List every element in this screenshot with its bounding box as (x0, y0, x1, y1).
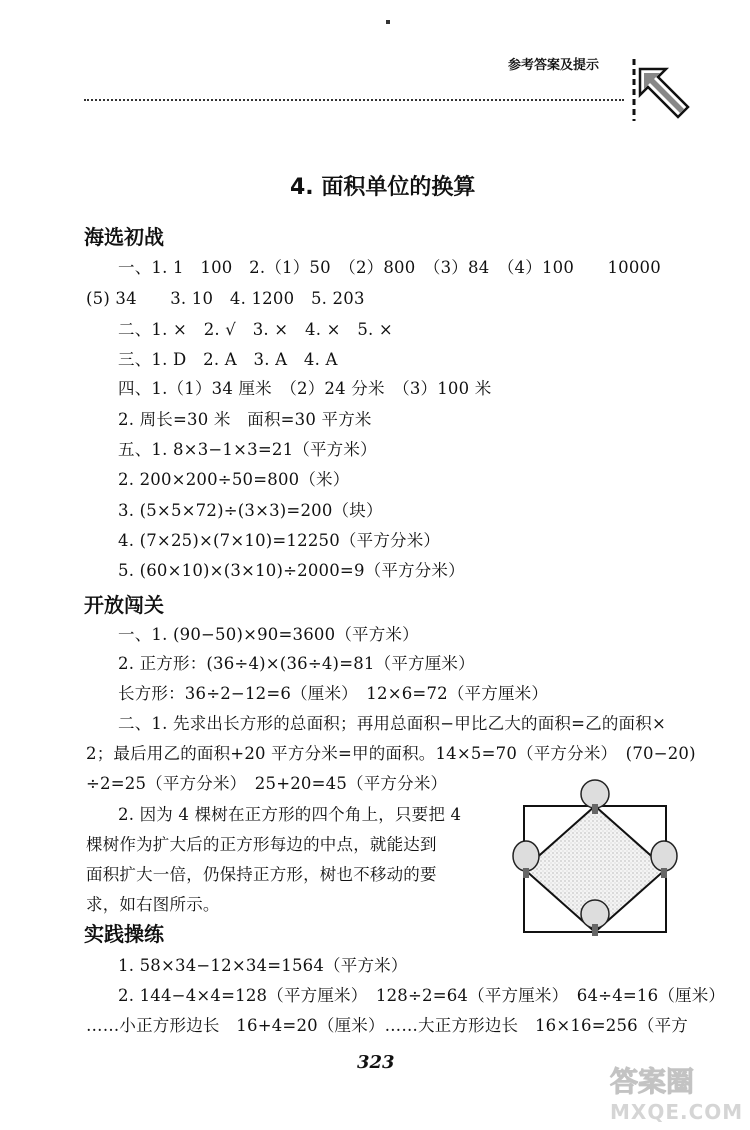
tree-icon (581, 780, 609, 814)
answer-line: 2. 200×200÷50=800（米） (118, 470, 350, 489)
header-divider (84, 99, 624, 101)
answer-line: 2. 正方形：(36÷4)×(36÷4)=81（平方厘米） (118, 654, 475, 673)
answer-line: 4. (7×25)×(7×10)=12250（平方分米） (118, 531, 441, 550)
page-header-title: 参考答案及提示 (508, 58, 600, 73)
answer-line: 求，如右图所示。 (86, 895, 220, 914)
chapter-title: 4. 面积单位的换算 (290, 175, 476, 200)
answer-line: ÷2=25（平方分米） 25+20=45（平方分米） (86, 774, 448, 793)
answer-line: 二、1. 先求出长方形的总面积；再用总面积−甲比乙大的面积=乙的面积× (118, 714, 666, 733)
tree-square-figure (512, 776, 682, 940)
answer-line: 一、1. 1 100 2.（1）50 （2）800 （3）84 （4）100 10000 (118, 258, 661, 277)
answer-line: 棵树作为扩大后的正方形每边的中点，就能达到 (86, 835, 437, 854)
answer-line: 2. 144−4×4=128（平方厘米） 128÷2=64（平方厘米） 64÷4=16（厘米） (118, 986, 726, 1005)
answer-line: 2. 周长=30 米 面积=30 平方米 (118, 410, 372, 429)
top-mark (386, 20, 390, 24)
answer-line: 四、1.（1）34 厘米 （2）24 分米 （3）100 米 (118, 379, 492, 398)
answer-line: 2；最后用乙的面积+20 平方分米=甲的面积。14×5=70（平方分米） (70−20) (86, 744, 696, 763)
answer-line: 二、1. × 2. √ 3. × 4. × 5. × (118, 320, 393, 339)
answer-line: 五、1. 8×3−1×3=21（平方米） (118, 440, 377, 459)
watermark-logo: 答案圈 MXQE.COM (610, 1065, 744, 1124)
section-heading: 海选初战 (84, 225, 164, 249)
answer-line: (5) 34 3. 10 4. 1200 5. 203 (86, 289, 365, 308)
answer-line: 2. 因为 4 棵树在正方形的四个角上，只要把 4 (118, 805, 462, 824)
answer-line: ……小正方形边长 16+4=20（厘米）……大正方形边长 16×16=256（平方 (86, 1016, 688, 1035)
tree-icon (581, 900, 609, 936)
section-heading: 开放闯关 (84, 593, 164, 617)
answer-line: 长方形：36÷2−12=6（厘米） 12×6=72（平方厘米） (118, 684, 549, 703)
page-number: 323 (357, 1052, 395, 1073)
answer-line: 1. 58×34−12×34=1564（平方米） (118, 956, 408, 975)
answer-line: 三、1. D 2. A 3. A 4. A (118, 350, 338, 369)
answer-line: 一、1. (90−50)×90=3600（平方米） (118, 625, 419, 644)
answer-line: 3. (5×5×72)÷(3×3)=200（块） (118, 501, 383, 520)
answer-line: 面积扩大一倍，仍保持正方形，树也不移动的要 (86, 865, 437, 884)
section-heading: 实践操练 (84, 922, 164, 946)
answer-line: 5. (60×10)×(3×10)÷2000=9（平方分米） (118, 561, 465, 580)
arrow-icon (626, 55, 694, 127)
